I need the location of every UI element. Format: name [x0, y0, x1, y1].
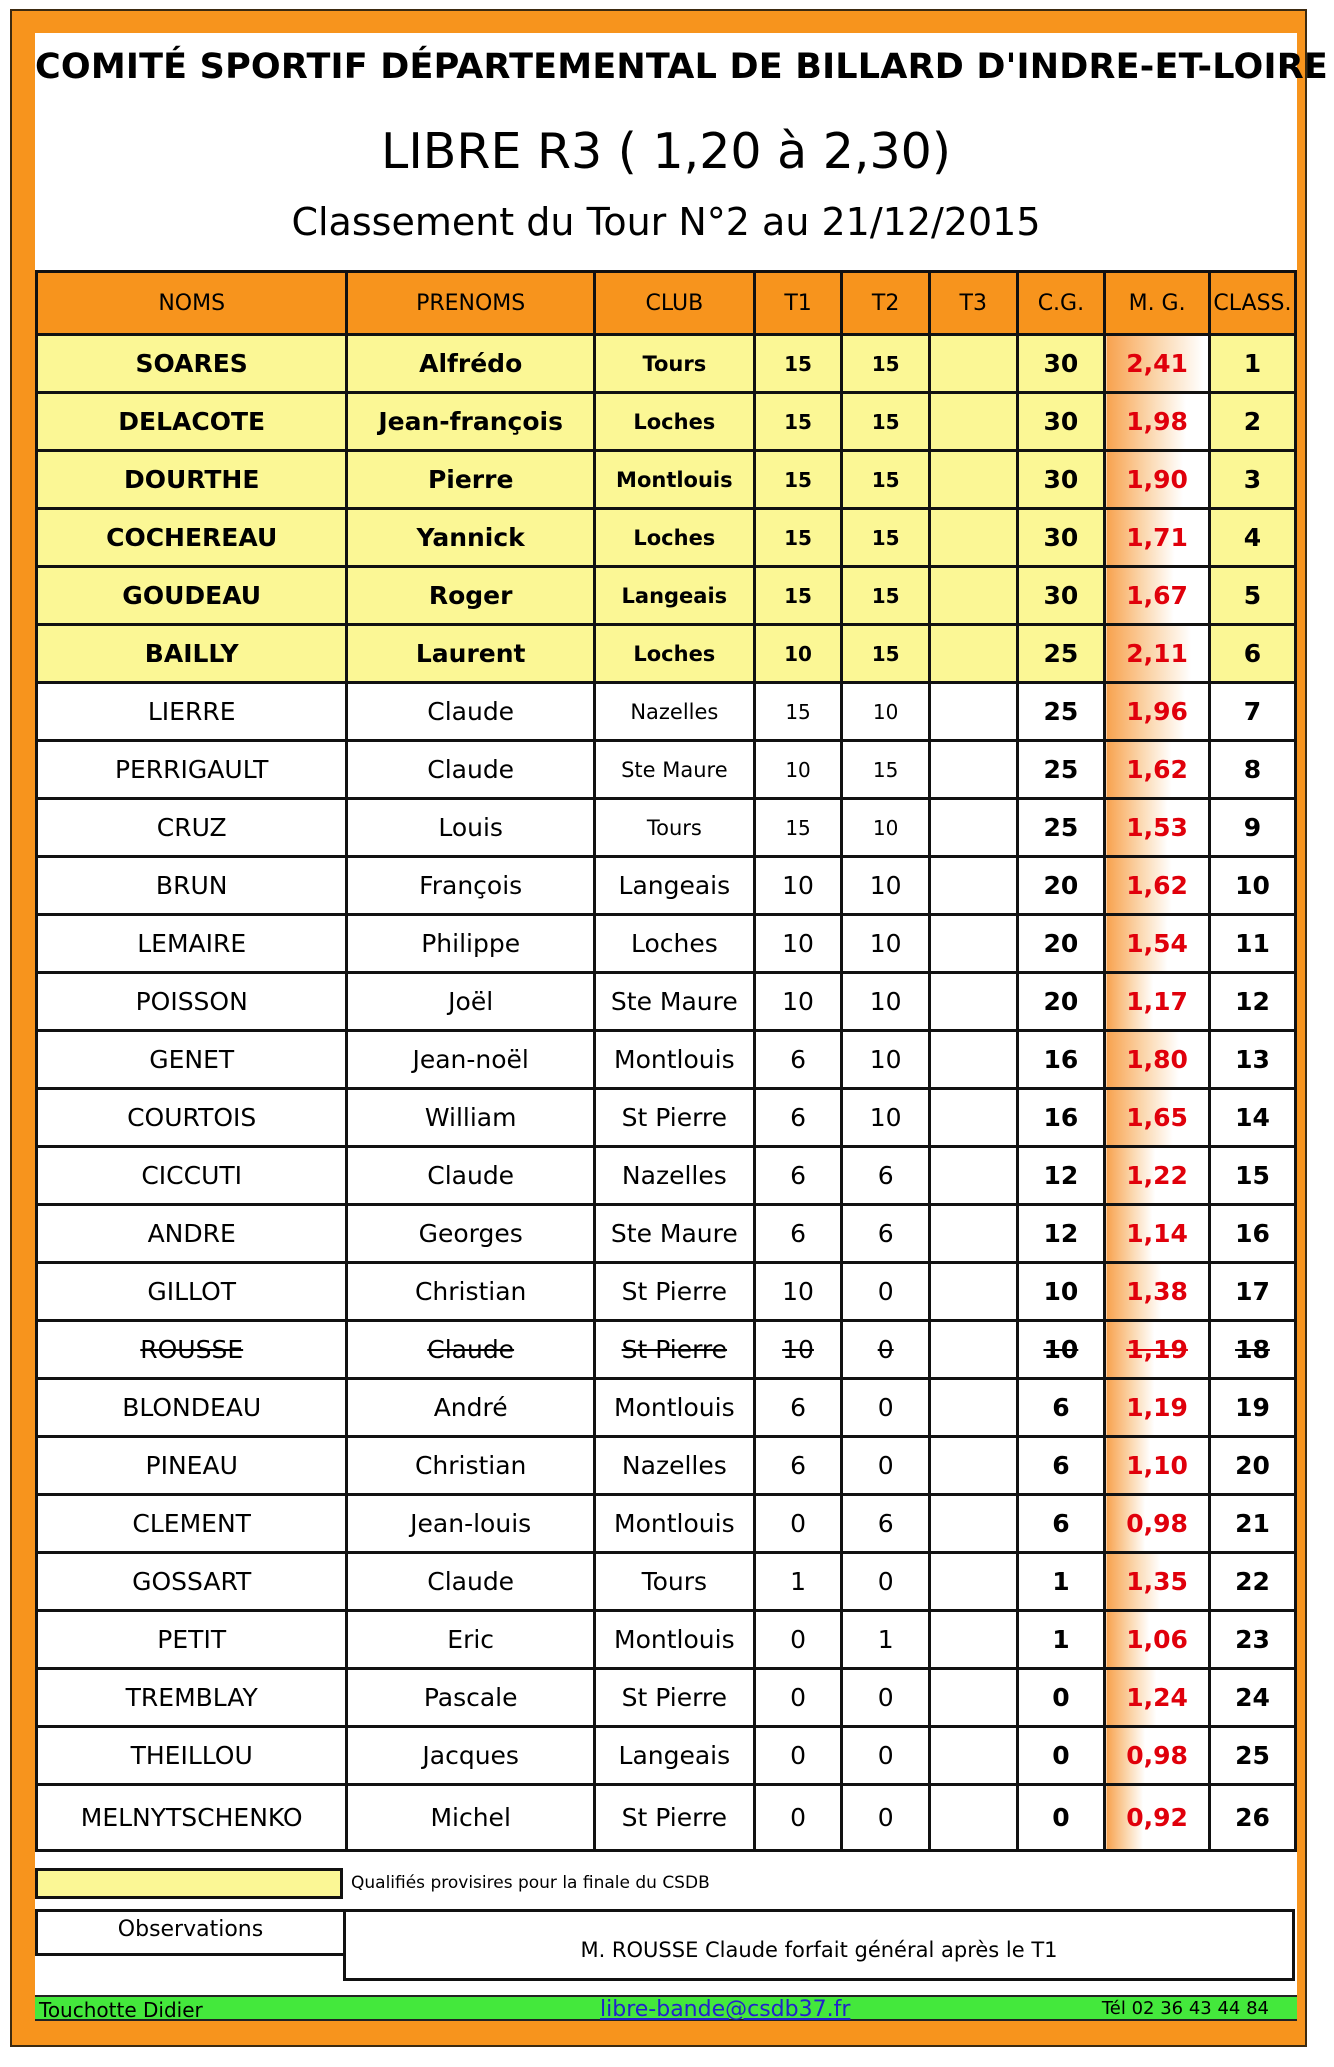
table-header-row	[37, 272, 1296, 335]
firstname-cell: Jacques	[347, 1727, 595, 1785]
class-cell: 8	[1209, 741, 1295, 799]
table-row	[37, 1263, 1296, 1321]
club-cell: Montlouis	[594, 1031, 754, 1089]
table-row	[37, 857, 1296, 915]
class-cell: 19	[1209, 1379, 1295, 1437]
t2-cell: 6	[842, 1147, 930, 1205]
table-row	[37, 915, 1296, 973]
cg-cell: 6	[1017, 1495, 1105, 1553]
t2-cell: 1	[842, 1611, 930, 1669]
table-row	[37, 1611, 1296, 1669]
t1-cell: 15	[754, 509, 842, 567]
class-cell: 10	[1209, 857, 1295, 915]
club-cell: St Pierre	[594, 1785, 754, 1851]
t1-cell: 6	[754, 1205, 842, 1263]
t2-cell: 10	[842, 915, 930, 973]
col-header-club: CLUB	[594, 272, 754, 335]
cg-cell: 30	[1017, 335, 1105, 393]
observations-text: M. ROUSSE Claude forfait général après le T1	[343, 1909, 1295, 1981]
committee-title: COMITÉ SPORTIF DÉPARTEMENTAL DE BILLARD D'INDRE-ET-LOIRE	[35, 47, 1328, 87]
ranking-table	[35, 270, 1297, 1852]
t3-cell	[929, 1263, 1017, 1321]
name-cell: BAILLY	[37, 625, 347, 683]
mg-cell: 1,96	[1105, 683, 1210, 741]
t1-cell: 15	[754, 799, 842, 857]
t3-cell	[929, 1205, 1017, 1263]
t2-cell: 0	[842, 1379, 930, 1437]
class-cell: 3	[1209, 451, 1295, 509]
cg-cell: 20	[1017, 973, 1105, 1031]
firstname-cell: Pierre	[347, 451, 595, 509]
club-cell: St Pierre	[594, 1263, 754, 1321]
club-cell: Loches	[594, 915, 754, 973]
table-row	[37, 1437, 1296, 1495]
legend-qualified-swatch	[35, 1868, 343, 1899]
class-cell: 17	[1209, 1263, 1295, 1321]
cg-cell: 6	[1017, 1437, 1105, 1495]
mg-cell: 1,67	[1105, 567, 1210, 625]
table-row	[37, 1379, 1296, 1437]
t1-cell: 6	[754, 1089, 842, 1147]
col-header-mg: M. G.	[1105, 272, 1210, 335]
firstname-cell: Claude	[347, 1553, 595, 1611]
t2-cell: 10	[842, 683, 930, 741]
t2-cell: 10	[842, 857, 930, 915]
table-row	[37, 1669, 1296, 1727]
name-cell: CRUZ	[37, 799, 347, 857]
cg-cell: 10	[1017, 1321, 1105, 1379]
class-cell: 12	[1209, 973, 1295, 1031]
class-cell: 11	[1209, 915, 1295, 973]
club-cell: Loches	[594, 393, 754, 451]
club-cell: Nazelles	[594, 1147, 754, 1205]
t3-cell	[929, 1379, 1017, 1437]
col-header-class: CLASS.	[1209, 272, 1295, 335]
t3-cell	[929, 799, 1017, 857]
firstname-cell: Michel	[347, 1785, 595, 1851]
table-row	[37, 1321, 1296, 1379]
t3-cell	[929, 1031, 1017, 1089]
name-cell: TREMBLAY	[37, 1669, 347, 1727]
mg-cell: 1,38	[1105, 1263, 1210, 1321]
t1-cell: 6	[754, 1437, 842, 1495]
t3-cell	[929, 1495, 1017, 1553]
mg-cell: 0,92	[1105, 1785, 1210, 1851]
cg-cell: 0	[1017, 1669, 1105, 1727]
footer-email-link[interactable]: libre-bande@csdb37.fr	[600, 1997, 851, 2022]
col-header-prenoms: PRENOMS	[347, 272, 595, 335]
table-row	[37, 1089, 1296, 1147]
club-cell: Loches	[594, 625, 754, 683]
cg-cell: 16	[1017, 1031, 1105, 1089]
t2-cell: 0	[842, 1785, 930, 1851]
club-cell: Langeais	[594, 567, 754, 625]
mg-cell: 1,19	[1105, 1379, 1210, 1437]
t2-cell: 15	[842, 741, 930, 799]
t2-cell: 0	[842, 1263, 930, 1321]
mg-cell: 1,54	[1105, 915, 1210, 973]
cg-cell: 6	[1017, 1379, 1105, 1437]
class-cell: 9	[1209, 799, 1295, 857]
club-cell: Langeais	[594, 857, 754, 915]
class-cell: 16	[1209, 1205, 1295, 1263]
mg-cell: 1,22	[1105, 1147, 1210, 1205]
club-cell: Loches	[594, 509, 754, 567]
t2-cell: 10	[842, 799, 930, 857]
mg-cell: 1,65	[1105, 1089, 1210, 1147]
col-header-cg: C.G.	[1017, 272, 1105, 335]
mg-cell: 1,80	[1105, 1031, 1210, 1089]
firstname-cell: Louis	[347, 799, 595, 857]
table-row	[37, 509, 1296, 567]
table-row	[37, 1205, 1296, 1263]
t3-cell	[929, 625, 1017, 683]
name-cell: PETIT	[37, 1611, 347, 1669]
mg-cell: 1,14	[1105, 1205, 1210, 1263]
t2-cell: 0	[842, 1321, 930, 1379]
club-cell: St Pierre	[594, 1669, 754, 1727]
mg-cell: 1,06	[1105, 1611, 1210, 1669]
mg-cell: 1,19	[1105, 1321, 1210, 1379]
t2-cell: 10	[842, 973, 930, 1031]
table-row	[37, 625, 1296, 683]
cg-cell: 25	[1017, 625, 1105, 683]
name-cell: MELNYTSCHENKO	[37, 1785, 347, 1851]
t1-cell: 0	[754, 1611, 842, 1669]
class-cell: 14	[1209, 1089, 1295, 1147]
cg-cell: 30	[1017, 567, 1105, 625]
firstname-cell: Jean-françois	[347, 393, 595, 451]
t2-cell: 15	[842, 393, 930, 451]
t3-cell	[929, 567, 1017, 625]
cg-cell: 30	[1017, 393, 1105, 451]
name-cell: GOSSART	[37, 1553, 347, 1611]
mg-cell: 1,10	[1105, 1437, 1210, 1495]
cg-cell: 30	[1017, 451, 1105, 509]
club-cell: Ste Maure	[594, 1205, 754, 1263]
class-cell: 6	[1209, 625, 1295, 683]
t2-cell: 15	[842, 509, 930, 567]
table-row	[37, 741, 1296, 799]
mg-cell: 1,98	[1105, 393, 1210, 451]
club-cell: St Pierre	[594, 1089, 754, 1147]
name-cell: COURTOIS	[37, 1089, 347, 1147]
club-cell: Montlouis	[594, 451, 754, 509]
t2-cell: 15	[842, 451, 930, 509]
table-row	[37, 1785, 1296, 1851]
class-cell: 21	[1209, 1495, 1295, 1553]
mg-cell: 1,62	[1105, 857, 1210, 915]
t3-cell	[929, 509, 1017, 567]
table-row	[37, 683, 1296, 741]
firstname-cell: Claude	[347, 1147, 595, 1205]
name-cell: ANDRE	[37, 1205, 347, 1263]
club-cell: Ste Maure	[594, 973, 754, 1031]
t1-cell: 10	[754, 857, 842, 915]
table-row	[37, 1147, 1296, 1205]
t1-cell: 10	[754, 1321, 842, 1379]
t1-cell: 15	[754, 335, 842, 393]
t3-cell	[929, 1437, 1017, 1495]
t2-cell: 15	[842, 335, 930, 393]
cg-cell: 12	[1017, 1147, 1105, 1205]
name-cell: LEMAIRE	[37, 915, 347, 973]
class-cell: 5	[1209, 567, 1295, 625]
cg-cell: 20	[1017, 915, 1105, 973]
firstname-cell: Philippe	[347, 915, 595, 973]
mg-cell: 2,41	[1105, 335, 1210, 393]
table-row	[37, 1553, 1296, 1611]
t3-cell	[929, 1553, 1017, 1611]
t1-cell: 0	[754, 1727, 842, 1785]
name-cell: SOARES	[37, 335, 347, 393]
t3-cell	[929, 1321, 1017, 1379]
class-cell: 18	[1209, 1321, 1295, 1379]
t3-cell	[929, 1089, 1017, 1147]
cg-cell: 0	[1017, 1727, 1105, 1785]
t3-cell	[929, 1727, 1017, 1785]
firstname-cell: Pascale	[347, 1669, 595, 1727]
round-subtitle: Classement du Tour N°2 au 21/12/2015	[291, 200, 1041, 244]
mg-cell: 0,98	[1105, 1495, 1210, 1553]
table-row	[37, 393, 1296, 451]
t1-cell: 6	[754, 1147, 842, 1205]
name-cell: PERRIGAULT	[37, 741, 347, 799]
t2-cell: 0	[842, 1727, 930, 1785]
t1-cell: 10	[754, 915, 842, 973]
t1-cell: 0	[754, 1785, 842, 1851]
class-cell: 20	[1209, 1437, 1295, 1495]
mg-cell: 1,90	[1105, 451, 1210, 509]
observations-label: Observations	[35, 1909, 346, 1956]
cg-cell: 10	[1017, 1263, 1105, 1321]
t2-cell: 15	[842, 625, 930, 683]
name-cell: DOURTHE	[37, 451, 347, 509]
class-cell: 4	[1209, 509, 1295, 567]
firstname-cell: Roger	[347, 567, 595, 625]
class-cell: 25	[1209, 1727, 1295, 1785]
club-cell: Montlouis	[594, 1379, 754, 1437]
firstname-cell: Joël	[347, 973, 595, 1031]
mg-cell: 2,11	[1105, 625, 1210, 683]
t1-cell: 15	[754, 451, 842, 509]
table-row	[37, 799, 1296, 857]
col-header-t1: T1	[754, 272, 842, 335]
firstname-cell: Jean-louis	[347, 1495, 595, 1553]
col-header-t2: T2	[842, 272, 930, 335]
firstname-cell: Jean-noël	[347, 1031, 595, 1089]
t1-cell: 15	[754, 683, 842, 741]
t2-cell: 0	[842, 1553, 930, 1611]
cg-cell: 12	[1017, 1205, 1105, 1263]
col-header-noms: NOMS	[37, 272, 347, 335]
table-row	[37, 567, 1296, 625]
firstname-cell: Eric	[347, 1611, 595, 1669]
class-cell: 24	[1209, 1669, 1295, 1727]
club-cell: Nazelles	[594, 1437, 754, 1495]
cg-cell: 25	[1017, 683, 1105, 741]
t3-cell	[929, 741, 1017, 799]
club-cell: Tours	[594, 335, 754, 393]
cg-cell: 1	[1017, 1553, 1105, 1611]
mg-cell: 1,71	[1105, 509, 1210, 567]
name-cell: GOUDEAU	[37, 567, 347, 625]
competition-title: LIBRE R3 ( 1,20 à 2,30)	[381, 123, 951, 180]
class-cell: 1	[1209, 335, 1295, 393]
t1-cell: 10	[754, 625, 842, 683]
t2-cell: 0	[842, 1669, 930, 1727]
firstname-cell: Christian	[347, 1263, 595, 1321]
table-row	[37, 1495, 1296, 1553]
firstname-cell: William	[347, 1089, 595, 1147]
t2-cell: 6	[842, 1205, 930, 1263]
name-cell: CICCUTI	[37, 1147, 347, 1205]
footer-phone: Tél 02 36 43 44 84	[1101, 1998, 1269, 2019]
t2-cell: 10	[842, 1031, 930, 1089]
t1-cell: 15	[754, 567, 842, 625]
cg-cell: 1	[1017, 1611, 1105, 1669]
t1-cell: 6	[754, 1031, 842, 1089]
t3-cell	[929, 857, 1017, 915]
t2-cell: 0	[842, 1437, 930, 1495]
t2-cell: 10	[842, 1089, 930, 1147]
t1-cell: 6	[754, 1379, 842, 1437]
t3-cell	[929, 1785, 1017, 1851]
firstname-cell: Alfrédo	[347, 335, 595, 393]
name-cell: DELACOTE	[37, 393, 347, 451]
club-cell: Montlouis	[594, 1611, 754, 1669]
firstname-cell: Yannick	[347, 509, 595, 567]
club-cell: Tours	[594, 799, 754, 857]
class-cell: 13	[1209, 1031, 1295, 1089]
firstname-cell: Georges	[347, 1205, 595, 1263]
t2-cell: 6	[842, 1495, 930, 1553]
firstname-cell: André	[347, 1379, 595, 1437]
name-cell: POISSON	[37, 973, 347, 1031]
col-header-t3: T3	[929, 272, 1017, 335]
cg-cell: 20	[1017, 857, 1105, 915]
cg-cell: 25	[1017, 741, 1105, 799]
t1-cell: 1	[754, 1553, 842, 1611]
footer-author: Touchotte Didier	[39, 1998, 203, 2022]
class-cell: 15	[1209, 1147, 1295, 1205]
t3-cell	[929, 451, 1017, 509]
mg-cell: 1,24	[1105, 1669, 1210, 1727]
t3-cell	[929, 1611, 1017, 1669]
cg-cell: 0	[1017, 1785, 1105, 1851]
footer-bar	[35, 1995, 1297, 2021]
name-cell: BRUN	[37, 857, 347, 915]
mg-cell: 0,98	[1105, 1727, 1210, 1785]
t3-cell	[929, 1669, 1017, 1727]
club-cell: Nazelles	[594, 683, 754, 741]
cg-cell: 30	[1017, 509, 1105, 567]
legend-qualified-text: Qualifiés provisires pour la finale du CSDB	[351, 1873, 710, 1893]
name-cell: COCHEREAU	[37, 509, 347, 567]
table-row	[37, 335, 1296, 393]
t2-cell: 15	[842, 567, 930, 625]
table-row	[37, 1031, 1296, 1089]
mg-cell: 1,62	[1105, 741, 1210, 799]
firstname-cell: Claude	[347, 1321, 595, 1379]
t1-cell: 10	[754, 1263, 842, 1321]
cg-cell: 25	[1017, 799, 1105, 857]
name-cell: THEILLOU	[37, 1727, 347, 1785]
class-cell: 2	[1209, 393, 1295, 451]
t1-cell: 10	[754, 741, 842, 799]
class-cell: 26	[1209, 1785, 1295, 1851]
class-cell: 23	[1209, 1611, 1295, 1669]
name-cell: BLONDEAU	[37, 1379, 347, 1437]
cg-cell: 16	[1017, 1089, 1105, 1147]
name-cell: ROUSSE	[37, 1321, 347, 1379]
name-cell: CLEMENT	[37, 1495, 347, 1553]
club-cell: St Pierre	[594, 1321, 754, 1379]
t3-cell	[929, 973, 1017, 1031]
name-cell: PINEAU	[37, 1437, 347, 1495]
mg-cell: 1,35	[1105, 1553, 1210, 1611]
firstname-cell: Laurent	[347, 625, 595, 683]
firstname-cell: Claude	[347, 683, 595, 741]
t3-cell	[929, 683, 1017, 741]
class-cell: 22	[1209, 1553, 1295, 1611]
mg-cell: 1,53	[1105, 799, 1210, 857]
name-cell: GENET	[37, 1031, 347, 1089]
club-cell: Langeais	[594, 1727, 754, 1785]
t3-cell	[929, 335, 1017, 393]
t3-cell	[929, 393, 1017, 451]
table-row	[37, 973, 1296, 1031]
firstname-cell: Christian	[347, 1437, 595, 1495]
table-row	[37, 451, 1296, 509]
club-cell: Montlouis	[594, 1495, 754, 1553]
sheet	[35, 33, 1328, 2013]
firstname-cell: François	[347, 857, 595, 915]
club-cell: Tours	[594, 1553, 754, 1611]
firstname-cell: Claude	[347, 741, 595, 799]
t1-cell: 0	[754, 1495, 842, 1553]
club-cell: Ste Maure	[594, 741, 754, 799]
t1-cell: 15	[754, 393, 842, 451]
mg-cell: 1,17	[1105, 973, 1210, 1031]
name-cell: LIERRE	[37, 683, 347, 741]
class-cell: 7	[1209, 683, 1295, 741]
t3-cell	[929, 915, 1017, 973]
t3-cell	[929, 1147, 1017, 1205]
name-cell: GILLOT	[37, 1263, 347, 1321]
t1-cell: 10	[754, 973, 842, 1031]
t1-cell: 0	[754, 1669, 842, 1727]
table-row	[37, 1727, 1296, 1785]
